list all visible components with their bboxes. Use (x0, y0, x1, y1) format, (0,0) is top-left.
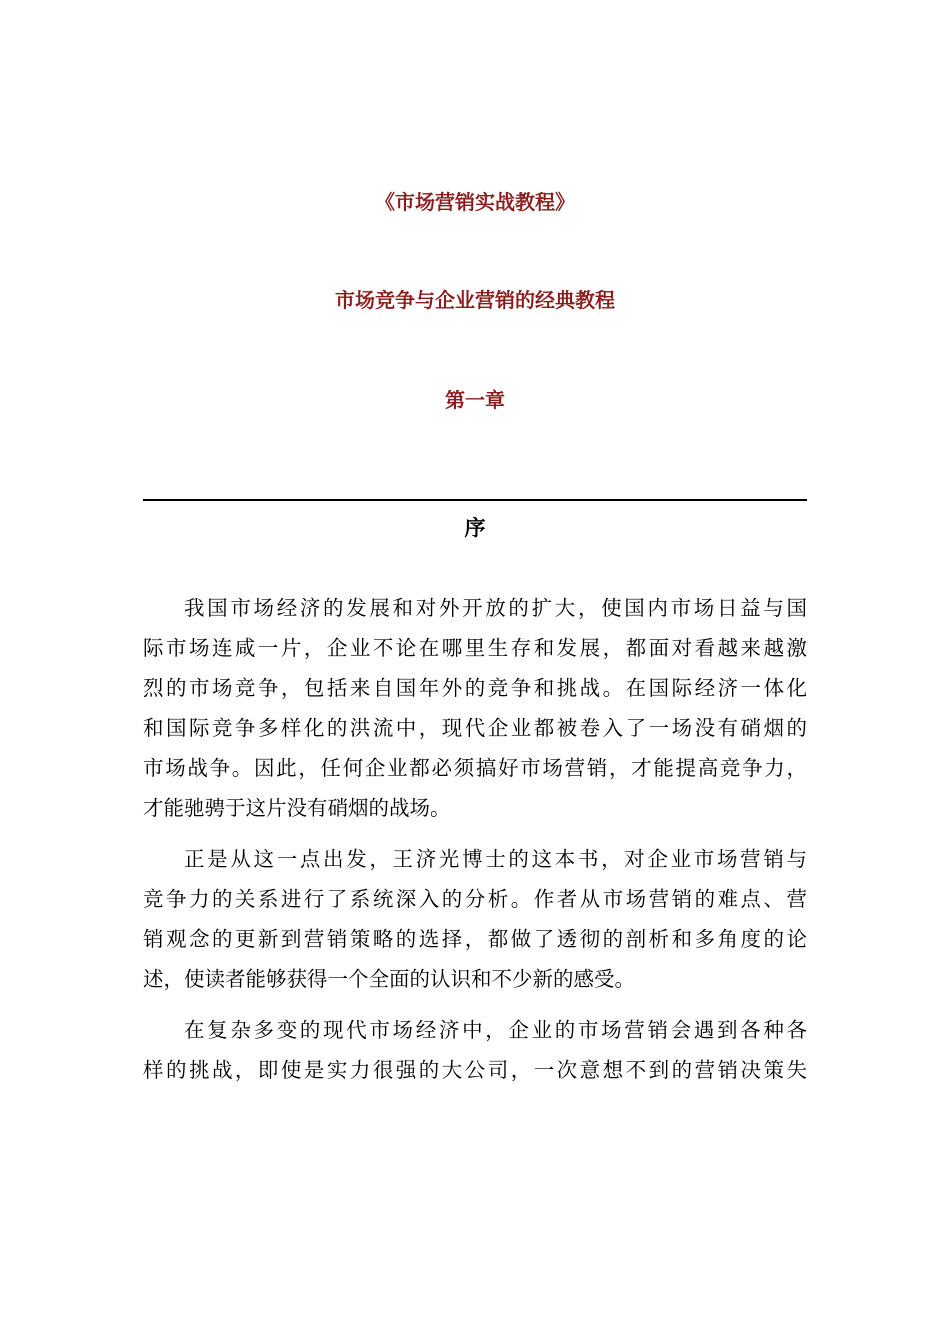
text-line: 样的挑战，即使是实力很强的大公司，一次意想不到的营销决策失 (143, 1058, 807, 1082)
text-line: 才能驰骋于这片没有硝烟的战场。 (143, 796, 451, 820)
text-line: 在复杂多变的现代市场经济中，企业的市场营销会遇到各种各 (184, 1018, 807, 1042)
book-subtitle: 市场竞争与企业营销的经典教程 (335, 288, 615, 312)
text-line: 述，使读者能够获得一个全面的认识和不少新的感受。 (143, 967, 635, 991)
paragraph-1 (143, 588, 807, 828)
text-line: 烈的市场竞争，包括来自国年外的竞争和挑战。在国际经济一体化 (143, 676, 807, 700)
book-title: 《市场营销实战教程》 (375, 190, 575, 214)
horizontal-divider (143, 499, 807, 501)
text-line: 和国际竞争多样化的洪流中，现代企业都被卷入了一场没有硝烟的 (143, 716, 807, 740)
preface-body (143, 588, 807, 1101)
preface-heading: 序 (464, 516, 486, 540)
paragraph-2 (143, 839, 807, 999)
text-line: 我国市场经济的发展和对外开放的扩大，使国内市场日益与国 (184, 596, 807, 620)
text-line: 际市场连咸一片，企业不论在哪里生存和发展，都面对看越来越激 (143, 636, 807, 660)
text-line: 竞争力的关系进行了系统深入的分析。作者从市场营销的难点、营 (143, 887, 807, 911)
text-line: 市场战争。因此，任何企业都必须搞好市场营销，才能提高竞争力， (143, 756, 807, 780)
text-line: 正是从这一点出发，王济光博士的这本书，对企业市场营销与 (184, 847, 807, 871)
paragraph-3 (143, 1010, 807, 1090)
chapter-heading: 第一章 (445, 388, 505, 412)
text-line: 销观念的更新到营销策略的选择，都做了透彻的剖析和多角度的论 (143, 927, 807, 951)
